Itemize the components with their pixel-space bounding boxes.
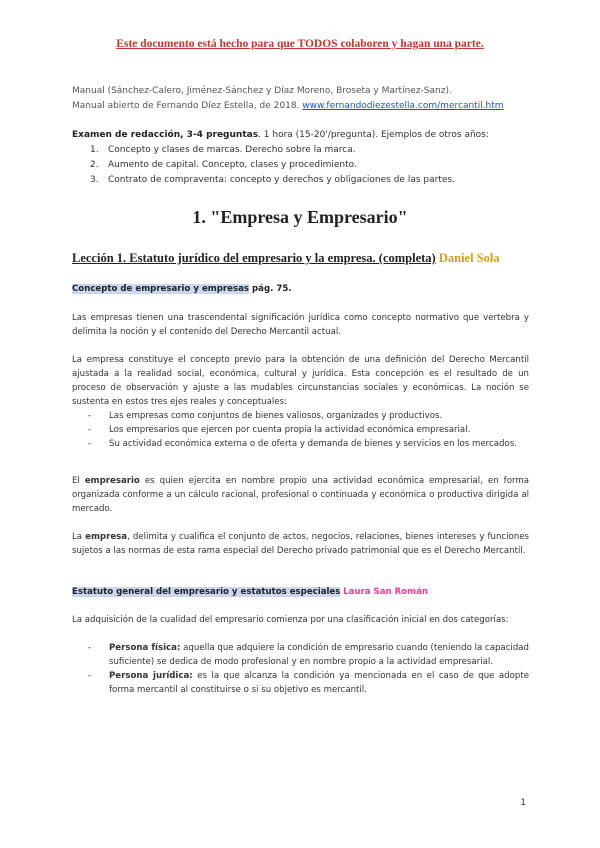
- text: es la que alcanza la condición ya mencionada en el caso de que adopte forma mercantil al constituirse o si su objetivo es mercantil.: [109, 671, 529, 695]
- page-number: 1: [520, 798, 526, 808]
- item-text: Aumento de capital. Concepto, clases y procedimiento.: [108, 160, 357, 170]
- text: aquella que adquiere la condición de empresario cuando (teniendo la capacidad suficiente) se dedica de modo profesional y en nombre propio a la actividad empresarial.: [109, 643, 529, 667]
- term-bold: empresa: [85, 532, 128, 542]
- paragraph: Las empresas tienen una trascendental significación jurídica como concepto normativo que vertebra y delimita la noción y el contenido del Derecho Mercantil actual.: [72, 313, 529, 337]
- list-item: [72, 158, 532, 173]
- lesson-author: Daniel Sola: [438, 251, 500, 265]
- manual-line: Manual (Sánchez-Calero, Jiménez-Sánchez y Díaz Moreno, Broseta y Martínez-Sanz).: [72, 86, 452, 96]
- manual-line: [72, 99, 504, 114]
- paragraph: La adquisición de la cualidad del empresario comienza por una clasificación inicial en dos categorías:: [72, 615, 509, 625]
- concept-page: pág. 75.: [249, 284, 292, 294]
- item-text: Contrato de compraventa: concepto y derechos y obligaciones de las partes.: [108, 175, 455, 185]
- section-heading: 1. "Empresa y Empresario": [192, 207, 408, 227]
- exam-bold: Examen de redacción, 3-4 preguntas: [72, 130, 259, 140]
- text: es quien ejercita en nombre propio una actividad económica empresarial, en forma organizada conforme a un cálculo racional, profesional o continuada y económica o productiva dirigida al mercado.: [72, 476, 529, 514]
- lesson-heading: [72, 251, 500, 266]
- text: El: [72, 476, 85, 486]
- paragraph-with-list: [72, 353, 529, 451]
- list-item: [72, 173, 532, 188]
- text: La: [72, 532, 86, 542]
- item-number: 1.: [90, 145, 99, 155]
- concept-label: Concepto de empresario y empresas: [72, 284, 249, 294]
- term-bold: Persona jurídica:: [109, 671, 193, 681]
- term-bold: Persona física:: [109, 643, 181, 653]
- exam-rest: . 1 hora (15-20'/pregunta). Ejemplos de otros años:: [258, 130, 489, 140]
- exam-list: [72, 143, 532, 188]
- exam-header: [72, 128, 532, 143]
- bullet-list: [72, 641, 529, 697]
- item-text: Concepto y clases de marcas. Derecho sobre la marca.: [108, 145, 356, 155]
- manual-link[interactable]: www.fernandodiezestella.com/mercantil.htm: [302, 101, 504, 111]
- list-item: - Los empresarios que ejercen por cuenta propia la actividad económica empresarial.: [72, 423, 529, 437]
- estatuto-subheading: [72, 585, 529, 599]
- bullet-list: [72, 409, 529, 451]
- paragraph: La empresa constituye el concepto previo para la obtención de una definición del Derecho Mercantil ajustada a la realidad social, económica, cultural y jurídica. Esta concepción es el resultado de un proceso de observación y ajuste a las mudables circunstancias sociales y económicas. La noción se sustenta en estos tres ejes reales y conceptuales:: [72, 355, 529, 407]
- list-item: - Las empresas como conjuntos de bienes valiosos, organizados y productivos.: [72, 409, 529, 423]
- item-number: 2.: [90, 160, 99, 170]
- persona-list: [72, 641, 529, 697]
- item-number: 3.: [90, 175, 99, 185]
- lesson-title: Lección 1. Estatuto jurídico del empresario y la empresa. (completa): [72, 251, 436, 265]
- manual-text: Manual abierto de Fernando Díez Estella, de 2018.: [72, 101, 303, 111]
- paragraph: [72, 530, 529, 558]
- list-item: [72, 143, 532, 158]
- term-bold: empresario: [84, 476, 140, 486]
- estatuto-author: Laura San Román: [343, 587, 429, 597]
- list-item: [72, 641, 529, 669]
- exam-info: [72, 128, 532, 188]
- collaboration-notice: Este documento está hecho para que TODOS colaboren y hagan una parte.: [116, 38, 484, 50]
- paragraph: [72, 474, 529, 516]
- manual-references: [72, 84, 504, 114]
- estatuto-label: Estatuto general del empresario y estatutos especiales: [72, 587, 341, 597]
- list-item: - Su actividad económica externa o de oferta y demanda de bienes y servicios en los mercados.: [72, 437, 529, 451]
- concept-subheading: [72, 282, 529, 296]
- list-item: [72, 669, 529, 697]
- text: , delimita y cualifica el conjunto de actos, negocios, relaciones, bienes intereses y funciones sujetos a las normas de esta rama especial del Derecho privado patrimonial que es el Derecho Mercantil.: [72, 532, 529, 556]
